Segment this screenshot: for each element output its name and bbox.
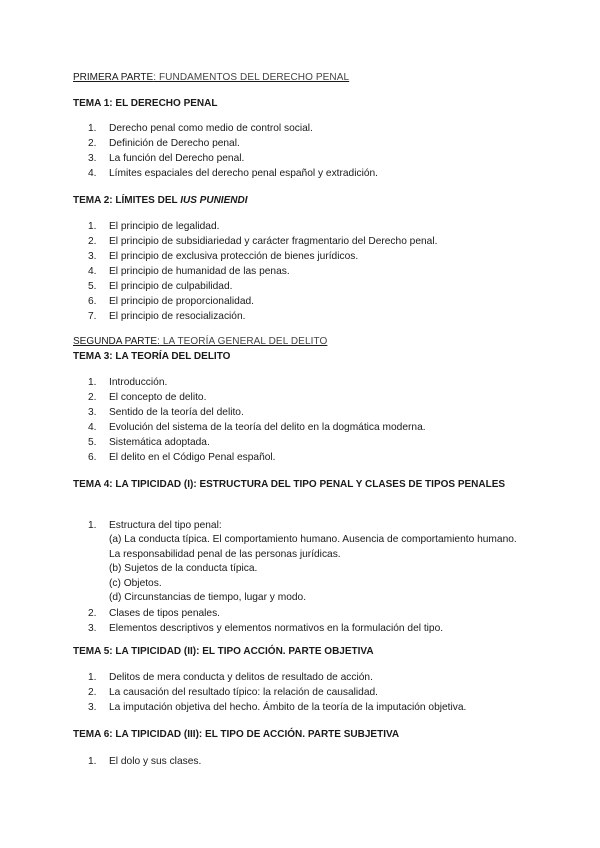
- tema-6-title: TEMA 6: LA TIPICIDAD (III): EL TIPO DE ACCIÓN. PARTE SUBJETIVA: [73, 729, 400, 740]
- item-number: 2.: [88, 236, 97, 247]
- tema-2-title-prefix: TEMA 2: LÍMITES DEL: [73, 195, 181, 206]
- part-heading-2: [73, 336, 327, 347]
- item-text: El delito en el Código Penal español.: [109, 452, 276, 463]
- sub-item: (c) Objetos.: [109, 577, 162, 589]
- list-item: [88, 166, 528, 181]
- part-title: : FUNDAMENTOS DEL DERECHO PENAL: [153, 72, 350, 83]
- item-text: Sistemática adoptada.: [109, 437, 210, 448]
- tema-5-title: TEMA 5: LA TIPICIDAD (II): EL TIPO ACCIÓN. PARTE OBJETIVA: [73, 646, 374, 657]
- item-text: Delitos de mera conducta y delitos de resultado de acción.: [109, 672, 373, 683]
- list-item: [88, 606, 528, 621]
- item-number: 4.: [88, 266, 97, 277]
- item-text: El principio de resocialización.: [109, 311, 246, 322]
- list-item: [88, 249, 528, 264]
- item-text: Clases de tipos penales.: [109, 607, 220, 619]
- item-number: 3.: [88, 251, 97, 262]
- item-text: Introducción.: [109, 377, 168, 388]
- tema-2-title: [73, 193, 513, 208]
- list-item: [88, 121, 528, 136]
- item-number: 7.: [88, 311, 97, 322]
- item-text: El principio de proporcionalidad.: [109, 296, 254, 307]
- part-heading-1: [73, 72, 349, 83]
- item-number: 3.: [88, 407, 97, 418]
- item-text: El principio de humanidad de las penas.: [109, 266, 290, 277]
- item-number: 2.: [88, 607, 97, 619]
- item-text: La imputación objetiva del hecho. Ámbito de la teoría de la imputación objetiva.: [109, 702, 467, 713]
- tema-2-list: [88, 219, 528, 324]
- list-item: [88, 234, 528, 249]
- item-text: Estructura del tipo penal:: [109, 520, 222, 531]
- list-item: [88, 279, 528, 294]
- part-label: PRIMERA PARTE: [73, 72, 154, 83]
- sub-item: (b) Sujetos de la conducta típica.: [109, 563, 258, 574]
- tema-4-list: [88, 518, 528, 636]
- item-text: Evolución del sistema de la teoría del delito en la dogmática moderna.: [109, 422, 426, 433]
- list-item: [88, 294, 528, 309]
- item-number: 1.: [88, 123, 97, 134]
- item-text: La función del Derecho penal.: [109, 153, 245, 164]
- list-item: [88, 264, 528, 279]
- tema-1-title: TEMA 1: EL DERECHO PENAL: [73, 98, 218, 109]
- item-text: El principio de culpabilidad.: [109, 281, 233, 292]
- list-item: [88, 420, 528, 435]
- tema-3-title: TEMA 3: LA TEORÍA DEL DELITO: [73, 351, 231, 362]
- tema-4-title: TEMA 4: LA TIPICIDAD (I): ESTRUCTURA DEL TIPO PENAL Y CLASES DE TIPOS PENALES: [73, 479, 506, 490]
- tema-5-list: [88, 670, 528, 715]
- item-number: 3.: [88, 622, 97, 634]
- item-text: El principio de subsidiariedad y carácter fragmentario del Derecho penal.: [109, 236, 438, 247]
- tema-6-list: [88, 754, 528, 769]
- list-item: [88, 754, 528, 769]
- item-number: 2.: [88, 392, 97, 403]
- list-item: [88, 670, 528, 685]
- item-number: 2.: [88, 687, 97, 698]
- list-item: [88, 375, 528, 390]
- item-number: 1.: [88, 221, 97, 232]
- item-text: Derecho penal como medio de control social.: [109, 123, 313, 134]
- item-number: 1.: [88, 377, 97, 388]
- part-title: : LA TEORÍA GENERAL DEL DELITO: [157, 336, 328, 347]
- item-number: 4.: [88, 422, 97, 433]
- item-number: 1.: [88, 756, 97, 767]
- item-number: 6.: [88, 452, 97, 463]
- list-item: [88, 219, 528, 234]
- list-item: [88, 621, 528, 636]
- item-number: 4.: [88, 168, 97, 179]
- item-number: 6.: [88, 296, 97, 307]
- item-number: 2.: [88, 138, 97, 149]
- item-number: 1.: [88, 672, 97, 683]
- tema-1-list: [88, 121, 528, 181]
- item-text: Sentido de la teoría del delito.: [109, 407, 244, 418]
- list-item: [88, 390, 528, 405]
- sub-item: (d) Circunstancias de tiempo, lugar y modo.: [109, 592, 307, 603]
- list-item: [88, 700, 528, 715]
- list-item: [88, 405, 528, 420]
- item-text: El dolo y sus clases.: [109, 756, 202, 767]
- list-item: [88, 309, 528, 324]
- list-item: [88, 685, 528, 700]
- item-number: 3.: [88, 702, 97, 713]
- item-text: Elementos descriptivos y elementos normativos en la formulación del tipo.: [109, 622, 444, 634]
- item-number: 1.: [88, 520, 97, 531]
- list-item: [88, 136, 528, 151]
- list-item: [88, 450, 528, 465]
- item-text: Límites espaciales del derecho penal español y extradición.: [109, 168, 378, 179]
- list-item: [88, 518, 528, 606]
- item-text: El principio de exclusiva protección de bienes jurídicos.: [109, 251, 359, 262]
- item-number: 3.: [88, 153, 97, 164]
- item-number: 5.: [88, 281, 97, 292]
- sub-item: (a) La conducta típica. El comportamiento humano. Ausencia de comportamiento humano. La responsabilidad penal de las personas jurídicas.: [109, 534, 517, 560]
- tema-3-list: [88, 375, 528, 465]
- item-text: El principio de legalidad.: [109, 221, 220, 232]
- item-text: El concepto de delito.: [109, 392, 207, 403]
- item-text: Definición de Derecho penal.: [109, 138, 240, 149]
- list-item: [88, 151, 528, 166]
- part-label: SEGUNDA PARTE: [73, 336, 158, 347]
- item-text: La causación del resultado típico: la relación de causalidad.: [109, 687, 379, 698]
- item-number: 5.: [88, 437, 97, 448]
- tema-2-title-italic: IUS PUNIENDI: [180, 195, 248, 206]
- list-item: [88, 435, 528, 450]
